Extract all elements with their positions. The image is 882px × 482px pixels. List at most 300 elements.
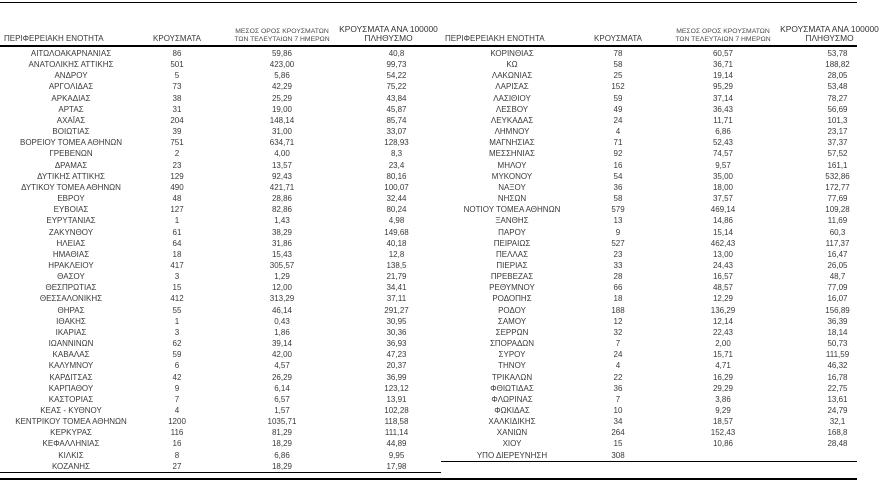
avg7-cell: 15,71 <box>712 350 734 360</box>
per100k-cell: 23,17 <box>827 127 848 137</box>
region-cell: ΘΗΡΑΣ <box>57 305 85 315</box>
region-cell: ΚΑΣΤΟΡΙΑΣ <box>48 394 94 404</box>
avg7-cell: 469,14 <box>710 205 736 215</box>
per100k-cell: 168,8 <box>827 428 848 438</box>
avg7-cell: 11,71 <box>713 115 733 125</box>
cases-cell: 6 <box>174 361 180 371</box>
table-row <box>0 316 441 327</box>
region-cell: ΔΥΤΙΚΟΥ ΤΟΜΕΑ ΑΘΗΝΩΝ <box>21 182 121 192</box>
per100k-cell: 30,36 <box>386 327 407 337</box>
region-cell: ΔΥΤΙΚΗΣ ΑΤΤΙΚΗΣ <box>37 171 105 181</box>
avg7-cell: 0,43 <box>274 316 290 326</box>
table-row <box>0 372 441 383</box>
region-cell: ΕΒΡΟΥ <box>57 194 85 204</box>
table-row <box>0 115 441 126</box>
region-cell: ΙΘΑΚΗΣ <box>56 316 86 326</box>
region-cell: ΕΥΒΟΙΑΣ <box>53 205 89 215</box>
column-header-per-100k-line1: ΚΡΟΥΣΜΑΤΑ ΑΝΑ 100000 <box>780 23 879 34</box>
region-cell: ΛΕΥΚΑΔΑΣ <box>490 115 534 125</box>
avg7-cell: 6,86 <box>715 127 731 137</box>
per100k-cell: 117,37 <box>825 238 850 248</box>
per100k-cell: 34,41 <box>386 283 407 293</box>
region-cell: ΑΡΚΑΔΙΑΣ <box>51 93 91 103</box>
cases-cell: 28 <box>613 272 623 282</box>
per100k-cell: 111,14 <box>384 428 409 438</box>
avg7-cell: 42,29 <box>271 82 293 92</box>
per100k-cell: 4,98 <box>388 216 405 226</box>
table-row <box>441 160 882 171</box>
region-cell: ΗΜΑΘΙΑΣ <box>52 249 90 259</box>
per100k-cell: 37,11 <box>386 294 407 304</box>
per100k-cell: 101,3 <box>827 115 848 125</box>
avg7-cell: 1,86 <box>274 327 290 337</box>
region-cell: ΚΑΡΔΙΤΣΑΣ <box>49 372 93 382</box>
avg7-cell: 74,57 <box>712 149 734 159</box>
avg7-cell: 313,29 <box>269 294 295 304</box>
region-cell: ΡΟΔΟΥ <box>498 305 526 315</box>
table-row <box>441 282 882 293</box>
avg7-cell: 26,29 <box>271 372 293 382</box>
region-cell: ΠΙΕΡΙΑΣ <box>496 260 528 270</box>
table-row <box>441 305 882 316</box>
region-cell: ΜΗΛΟΥ <box>497 160 527 170</box>
table-row <box>441 394 882 405</box>
region-cell: ΧΙΟΥ <box>502 439 522 449</box>
cases-cell: 66 <box>613 283 623 293</box>
table-row <box>441 338 882 349</box>
region-cell: ΝΟΤΙΟΥ ΤΟΜΕΑ ΑΘΗΝΩΝ <box>463 205 561 215</box>
cases-cell: 39 <box>172 127 182 137</box>
region-cell: ΑΙΤΩΛΟΑΚΑΡΝΑΝΙΑΣ <box>30 49 112 58</box>
avg7-cell: 6,86 <box>274 450 290 460</box>
column-header-per-100k <box>336 25 441 44</box>
table-row <box>0 360 441 371</box>
table-row <box>0 461 441 472</box>
cases-cell: 4 <box>615 127 621 137</box>
table-row <box>0 137 441 148</box>
region-cell: ΚΙΛΚΙΣ <box>58 450 84 460</box>
avg7-cell: 6,57 <box>274 394 290 404</box>
per100k-cell <box>793 450 882 461</box>
table-row <box>441 171 882 182</box>
region-cell: ΒΟΡΕΙΟΥ ΤΟΜΕΑ ΑΘΗΝΩΝ <box>19 138 123 148</box>
region-cell: ΖΑΚΥΝΘΟΥ <box>48 227 94 237</box>
cases-table-left <box>0 48 441 472</box>
per100k-cell: 156,89 <box>825 305 850 315</box>
region-cell: ΞΑΝΘΗΣ <box>495 216 529 226</box>
table-row <box>0 81 441 92</box>
cases-cell: 23 <box>613 249 623 259</box>
per100k-cell: 43,84 <box>386 93 407 103</box>
cases-cell: 9 <box>615 227 621 237</box>
cases-cell: 527 <box>611 238 625 248</box>
cases-cell: 64 <box>172 238 182 248</box>
table-row <box>0 204 441 215</box>
region-cell: ΠΑΡΟΥ <box>498 227 526 237</box>
avg7-cell: 29,29 <box>712 383 734 393</box>
per100k-cell: 80,24 <box>386 205 407 215</box>
avg7-cell: 18,00 <box>712 182 734 192</box>
cases-cell: 73 <box>172 82 182 92</box>
region-cell: ΚΟΡΙΝΘΙΑΣ <box>490 49 534 58</box>
region-cell: ΛΑΡΙΣΑΣ <box>495 82 529 92</box>
table-row <box>441 126 882 137</box>
column-header-7day-average-line1: ΜΕΣΟΣ ΟΡΟΣ ΚΡΟΥΣΜΑΤΩΝ <box>235 28 329 36</box>
per100k-cell: 149,68 <box>384 227 409 237</box>
region-cell: ΚΕΝΤΡΙΚΟΥ ΤΟΜΕΑ ΑΘΗΝΩΝ <box>15 417 127 427</box>
cases-cell: 2 <box>174 149 180 159</box>
region-cell: ΠΕΙΡΑΙΩΣ <box>493 238 531 248</box>
per100k-cell: 44,89 <box>386 439 407 449</box>
cases-cell: 1 <box>174 316 180 326</box>
per100k-cell: 23,4 <box>388 160 405 170</box>
table-row <box>441 416 882 427</box>
per100k-cell: 40,18 <box>386 238 407 248</box>
table-row <box>441 450 882 461</box>
cases-cell: 49 <box>613 104 623 114</box>
region-cell: ΠΡΕΒΕΖΑΣ <box>490 272 534 282</box>
per100k-cell: 16,07 <box>827 294 848 304</box>
per100k-cell: 80,16 <box>386 171 407 181</box>
table-row <box>441 238 882 249</box>
table-row <box>0 171 441 182</box>
cases-cell: 1 <box>174 216 180 226</box>
cases-cell: 8 <box>174 450 180 460</box>
table-row <box>0 59 441 70</box>
region-cell: ΗΛΕΙΑΣ <box>56 238 86 248</box>
region-cell: ΧΑΛΚΙΔΙΚΗΣ <box>488 417 536 427</box>
per100k-cell: 111,59 <box>825 350 850 360</box>
cases-cell: 152 <box>611 82 625 92</box>
column-header-per-100k-line2: ΠΛΗΘΥΣΜΟ <box>364 33 413 44</box>
table-row <box>441 48 882 59</box>
per100k-cell: 36,39 <box>827 316 848 326</box>
cases-cell: 15 <box>613 439 623 449</box>
cases-cell: 204 <box>170 115 184 125</box>
table-row <box>0 305 441 316</box>
table-row <box>0 48 441 59</box>
table-row <box>0 450 441 461</box>
region-cell: ΚΕΑΣ - ΚΥΘΝΟΥ <box>40 406 102 415</box>
table-row <box>441 115 882 126</box>
avg7-cell: 16,29 <box>712 372 734 382</box>
cases-cell: 32 <box>613 327 623 337</box>
avg7-cell: 31,86 <box>271 238 293 248</box>
region-cell: ΑΧΑΪΑΣ <box>56 115 86 125</box>
per100k-cell: 30,95 <box>386 316 407 326</box>
cases-cell: 23 <box>172 160 182 170</box>
avg7-cell: 14,86 <box>712 216 734 226</box>
region-cell: ΚΑΒΑΛΑΣ <box>52 350 90 360</box>
cases-cell: 61 <box>172 227 182 237</box>
cases-cell: 412 <box>170 294 184 304</box>
per100k-cell: 36,99 <box>386 372 407 382</box>
per100k-cell: 13,91 <box>386 394 407 404</box>
cases-cell: 1200 <box>168 417 186 427</box>
region-cell: ΦΩΚΙΔΑΣ <box>494 406 530 415</box>
avg7-cell: 421,71 <box>269 182 295 192</box>
per100k-cell: 24,79 <box>827 406 848 415</box>
table-row <box>441 249 882 260</box>
per100k-cell: 17,98 <box>386 461 407 471</box>
region-cell: ΔΡΑΜΑΣ <box>54 160 88 170</box>
column-header-7day-average-line2: ΤΩΝ ΤΕΛΕΥΤΑΙΩΝ 7 ΗΜΕΡΩΝ <box>675 36 771 44</box>
per100k-cell: 40,8 <box>388 49 405 58</box>
avg7-cell: 5,86 <box>274 71 290 81</box>
avg7-cell: 38,29 <box>271 227 293 237</box>
avg7-cell: 152,43 <box>710 428 736 438</box>
per100k-cell: 45,87 <box>386 104 407 114</box>
table-row <box>441 271 882 282</box>
avg7-cell: 18,57 <box>712 417 734 427</box>
avg7-cell: 4,57 <box>274 361 290 371</box>
avg7-cell: 462,43 <box>710 238 736 248</box>
cases-cell: 4 <box>615 361 621 371</box>
per100k-cell: 16,78 <box>827 372 848 382</box>
per100k-cell: 99,73 <box>386 60 407 70</box>
avg7-cell: 10,86 <box>712 439 734 449</box>
avg7-cell: 37,14 <box>712 93 734 103</box>
table-row <box>441 137 882 148</box>
cases-cell: 127 <box>170 205 184 215</box>
cases-cell: 308 <box>611 450 625 460</box>
cases-cell: 59 <box>172 350 182 360</box>
table-row <box>0 383 441 394</box>
cases-cell: 7 <box>174 394 180 404</box>
per100k-cell: 8,3 <box>390 149 403 159</box>
avg7-cell: 18,29 <box>271 439 293 449</box>
per100k-cell: 102,28 <box>384 406 409 415</box>
cases-cell: 501 <box>170 60 184 70</box>
table-row <box>441 70 882 81</box>
per100k-cell: 21,79 <box>386 272 407 282</box>
per100k-cell: 46,32 <box>827 361 848 371</box>
region-cell: ΣΕΡΡΩΝ <box>495 327 529 337</box>
region-cell: ΣΥΡΟΥ <box>498 350 526 360</box>
table-row <box>0 271 441 282</box>
cases-cell: 3 <box>174 327 180 337</box>
cases-cell: 38 <box>172 93 182 103</box>
table-row <box>0 338 441 349</box>
per100k-cell: 53,78 <box>827 49 848 58</box>
table-row <box>0 427 441 438</box>
region-cell: ΡΟΔΟΠΗΣ <box>492 294 532 304</box>
avg7-cell: 46,14 <box>271 305 293 315</box>
column-header-region: ΠΕΡΙΦΕΡΕΙΑΚΗ ΕΝΟΤΗΤΑ <box>445 33 545 43</box>
column-header-7day-average <box>207 28 357 44</box>
cases-cell: 7 <box>615 339 621 349</box>
avg7-cell: 15,14 <box>712 227 734 237</box>
table-row <box>441 182 882 193</box>
avg7-cell: 37,57 <box>712 194 734 204</box>
region-cell: ΤΡΙΚΑΛΩΝ <box>491 372 533 382</box>
region-cell: ΕΥΡΥΤΑΝΙΑΣ <box>46 216 96 226</box>
cases-cell: 5 <box>174 71 180 81</box>
avg7-cell: 95,29 <box>712 82 734 92</box>
per100k-cell: 161,1 <box>827 160 848 170</box>
per100k-cell: 28,48 <box>827 439 848 449</box>
avg7-cell: 18,29 <box>271 461 293 471</box>
cases-cell: 59 <box>613 93 623 103</box>
cases-cell: 92 <box>613 149 623 159</box>
per100k-cell: 57,52 <box>827 149 848 159</box>
avg7-cell: 4,71 <box>715 361 731 371</box>
avg7-cell: 16,57 <box>712 272 734 282</box>
table-row <box>441 148 882 159</box>
avg7-cell: 13,57 <box>271 160 293 170</box>
region-cell: ΚΩ <box>506 60 518 70</box>
avg7-cell: 22,43 <box>712 327 734 337</box>
avg7-cell: 81,29 <box>271 428 293 438</box>
cases-cell: 9 <box>174 383 180 393</box>
per100k-cell: 75,22 <box>386 82 407 92</box>
per100k-cell: 54,22 <box>386 71 407 81</box>
table-row <box>441 260 882 271</box>
avg7-cell: 92,43 <box>271 171 293 181</box>
cases-cell: 36 <box>613 182 623 192</box>
cases-cell: 71 <box>613 138 623 148</box>
per100k-cell: 22,75 <box>827 383 848 393</box>
cases-cell: 13 <box>613 216 623 226</box>
region-cell: ΚΕΦΑΛΛΗΝΙΑΣ <box>42 439 100 449</box>
table-row <box>0 148 441 159</box>
per100k-cell: 50,73 <box>827 339 848 349</box>
region-cell: ΛΕΣΒΟΥ <box>495 104 529 114</box>
avg7-cell: 6,14 <box>274 383 290 393</box>
table-row <box>0 349 441 360</box>
avg7-cell: 48,57 <box>712 283 734 293</box>
table-row <box>0 260 441 271</box>
avg7-cell: 12,29 <box>712 294 734 304</box>
avg7-cell: 1,29 <box>274 272 290 282</box>
avg7-cell: 52,43 <box>712 138 734 148</box>
per100k-cell: 36,93 <box>386 339 407 349</box>
cases-cell: 12 <box>613 316 623 326</box>
cases-cell: 34 <box>613 417 623 427</box>
region-cell: ΚΕΡΚΥΡΑΣ <box>50 428 92 438</box>
region-cell: ΜΕΣΣΗΝΙΑΣ <box>489 149 535 159</box>
table-row <box>441 349 882 360</box>
region-cell: ΙΚΑΡΙΑΣ <box>55 327 87 337</box>
region-cell: ΛΗΜΝΟΥ <box>494 127 530 137</box>
region-cell: ΒΟΙΩΤΙΑΣ <box>52 127 90 137</box>
per100k-cell: 11,69 <box>827 216 848 226</box>
cases-cell: 36 <box>613 383 623 393</box>
cases-cell: 22 <box>613 372 623 382</box>
avg7-cell: 24,43 <box>712 260 734 270</box>
per100k-cell: 532,86 <box>825 171 850 181</box>
region-cell: ΛΑΣΙΘΙΟΥ <box>493 93 531 103</box>
table-row <box>0 70 441 81</box>
per100k-cell: 32,44 <box>386 194 407 204</box>
region-cell: ΝΗΣΩΝ <box>497 194 527 204</box>
per100k-cell: 128,93 <box>384 138 409 148</box>
region-cell: ΚΑΛΥΜΝΟΥ <box>48 361 94 371</box>
avg7-cell: 9,57 <box>715 160 731 170</box>
per100k-cell: 138,5 <box>386 260 407 270</box>
avg7-cell: 1,43 <box>274 216 290 226</box>
avg7-cell <box>653 450 793 461</box>
region-cell: ΑΝΔΡΟΥ <box>54 71 88 81</box>
column-header-7day-average-line1: ΜΕΣΟΣ ΟΡΟΣ ΚΡΟΥΣΜΑΤΩΝ <box>676 28 770 36</box>
table-row <box>441 372 882 383</box>
region-cell: ΜΥΚΟΝΟΥ <box>491 171 533 181</box>
cases-cell: 58 <box>613 194 623 204</box>
column-header-7day-average <box>648 28 798 44</box>
cases-cell: 86 <box>172 49 182 58</box>
avg7-cell: 3,86 <box>715 394 731 404</box>
avg7-cell: 136,29 <box>710 305 736 315</box>
avg7-cell: 13,00 <box>712 249 734 259</box>
avg7-cell: 60,57 <box>712 49 734 58</box>
table-row <box>0 126 441 137</box>
region-cell: ΘΑΣΟΥ <box>57 272 85 282</box>
region-cell: ΑΝΑΤΟΛΙΚΗΣ ΑΤΤΙΚΗΣ <box>28 60 114 70</box>
per100k-cell: 48,7 <box>829 272 846 282</box>
per100k-cell: 56,69 <box>827 104 848 114</box>
per100k-cell: 47,23 <box>386 350 407 360</box>
cases-cell: 16 <box>613 160 623 170</box>
per100k-cell: 188,82 <box>825 60 850 70</box>
avg7-cell: 36,43 <box>712 104 734 114</box>
region-cell: ΗΡΑΚΛΕΙΟΥ <box>48 260 94 270</box>
cases-cell: 116 <box>170 428 184 438</box>
table-row <box>0 438 441 449</box>
per100k-cell: 77,69 <box>827 194 848 204</box>
cases-table-right <box>441 48 882 461</box>
per100k-cell: 172,77 <box>825 182 850 192</box>
avg7-cell: 39,14 <box>271 339 293 349</box>
region-cell: ΚΟΖΑΝΗΣ <box>51 461 91 471</box>
cases-cell: 188 <box>611 305 625 315</box>
region-cell: ΠΕΛΛΑΣ <box>495 249 529 259</box>
per100k-cell: 118,58 <box>384 417 409 427</box>
table-row <box>0 193 441 204</box>
table-row <box>441 316 882 327</box>
region-cell: ΑΡΓΟΛΙΔΑΣ <box>48 82 94 92</box>
table-row <box>441 59 882 70</box>
avg7-cell: 1035,71 <box>267 417 297 427</box>
table-row <box>441 227 882 238</box>
per100k-cell: 37,37 <box>827 138 848 148</box>
avg7-cell: 35,00 <box>712 171 734 181</box>
table-row <box>441 293 882 304</box>
per100k-cell: 20,37 <box>386 361 407 371</box>
region-cell: ΡΕΘΥΜΝΟΥ <box>489 283 535 293</box>
column-header-cases: ΚΡΟΥΣΜΑΤΑ <box>153 33 201 43</box>
table-row <box>441 204 882 215</box>
cases-cell: 7 <box>615 394 621 404</box>
cases-cell: 55 <box>172 305 182 315</box>
region-cell: ΤΗΝΟΥ <box>498 361 526 371</box>
region-cell: ΦΘΙΩΤΙΔΑΣ <box>490 383 534 393</box>
table-row <box>441 360 882 371</box>
cases-cell: 42 <box>172 372 182 382</box>
avg7-cell: 305,57 <box>269 260 295 270</box>
table-row <box>0 327 441 338</box>
per100k-cell: 16,47 <box>827 249 848 259</box>
cases-cell: 58 <box>613 60 623 70</box>
per100k-cell: 77,09 <box>827 283 848 293</box>
per100k-cell: 78,27 <box>827 93 848 103</box>
table-row <box>0 238 441 249</box>
table-row <box>0 215 441 226</box>
table-row <box>441 383 882 394</box>
table-row <box>0 405 441 416</box>
region-cell: ΧΑΝΙΩΝ <box>496 428 528 438</box>
column-header-region: ΠΕΡΙΦΕΡΕΙΑΚΗ ΕΝΟΤΗΤΑ <box>4 33 104 43</box>
cases-cell: 264 <box>611 428 625 438</box>
